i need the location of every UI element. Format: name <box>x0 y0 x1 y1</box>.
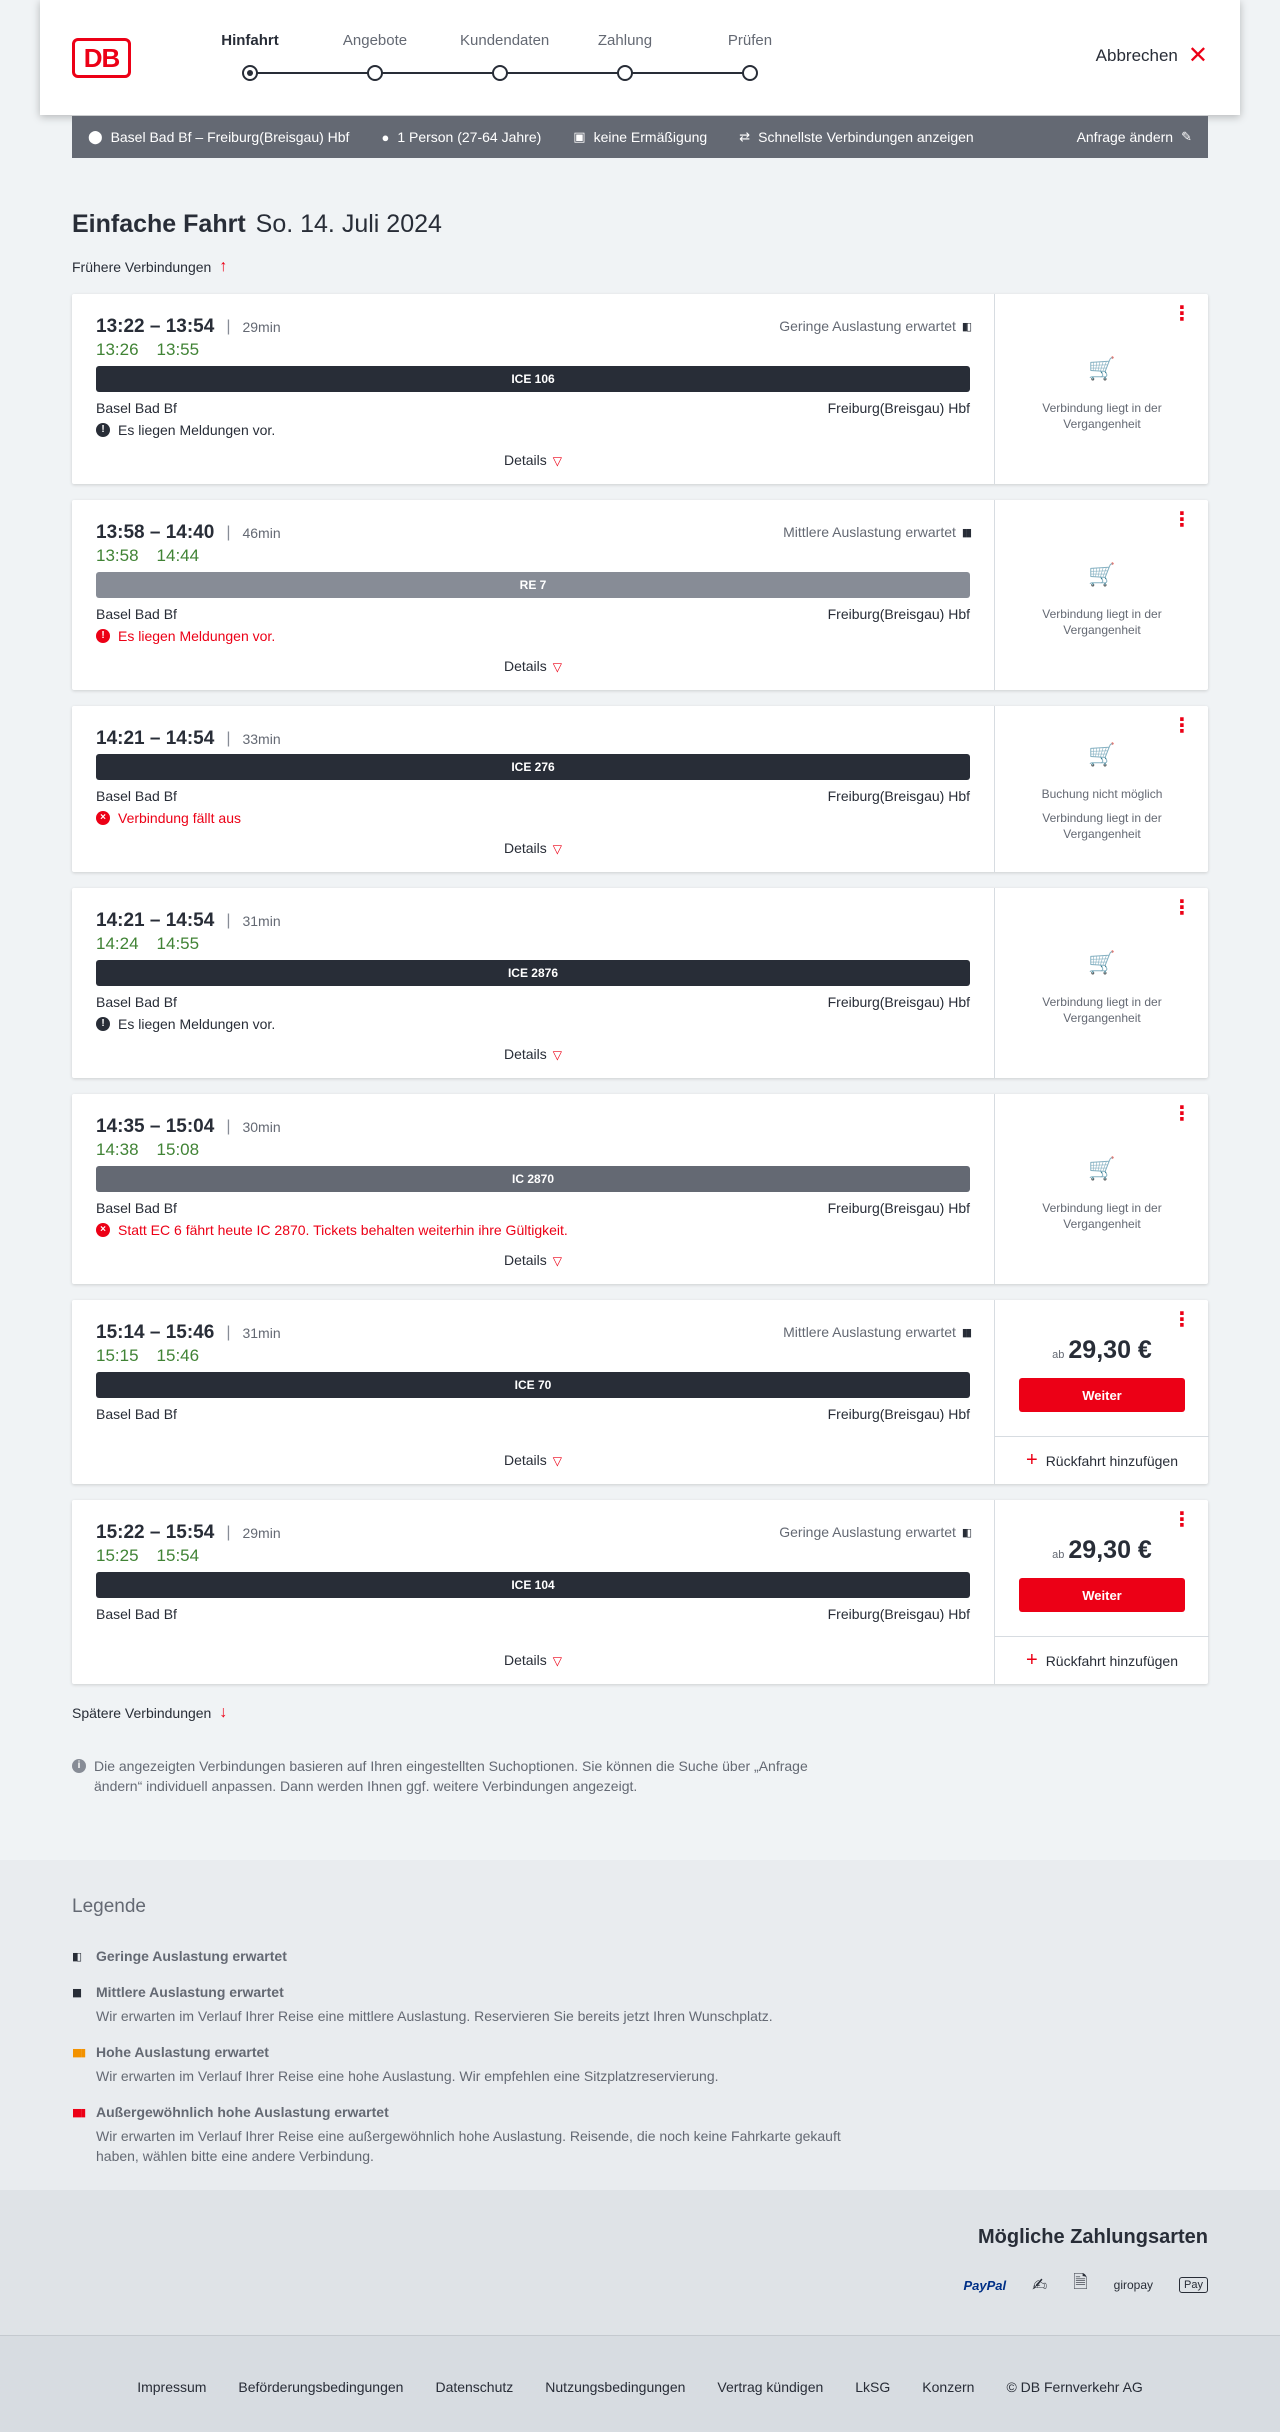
destination-station: Freiburg(Breisgau) Hbf <box>827 1200 970 1216</box>
occupancy-text: Geringe Auslastung erwartet <box>779 1524 956 1540</box>
separator: | <box>226 318 231 335</box>
origin-station: Basel Bad Bf <box>96 1200 177 1216</box>
passenger-text: 1 Person (27-64 Jahre) <box>397 129 542 145</box>
realtime-times <box>96 340 217 360</box>
connection-card[interactable] <box>72 1094 1208 1284</box>
separator: | <box>226 730 231 747</box>
chevron-down-icon: ▽ <box>552 1048 563 1062</box>
footer-link-konzern[interactable]: Konzern <box>922 2379 975 2395</box>
occupancy-high-icon: ▮▮▮ <box>72 2046 85 2059</box>
discount-text: keine Ermäßigung <box>593 129 708 145</box>
planned-time: 13:22 – 13:54 <box>96 316 215 337</box>
more-options-icon[interactable]: ⋮ <box>1172 303 1192 325</box>
duration: 30min <box>242 1119 281 1135</box>
duration: 29min <box>242 1525 281 1541</box>
realtime-departure: 14:24 <box>96 934 139 953</box>
realtime-arrival: 15:46 <box>156 1346 200 1365</box>
separator: | <box>226 1324 231 1341</box>
booking-panel <box>994 706 1208 872</box>
notice-text: Statt EC 6 fährt heute IC 2870. Tickets behalten weiterhin ihre Gültigkeit. <box>118 1222 568 1238</box>
price-value: 29,30 € <box>1068 1536 1152 1564</box>
details-toggle[interactable] <box>72 658 994 674</box>
legend-item-desc: Wir erwarten im Verlauf Ihrer Reise eine außergewöhnlich hohe Auslastung. Reisende, die noch keine Fahrkarte gekauft haben, wählen bitte eine andere Verbindung. <box>96 2128 841 2164</box>
stations-row <box>96 606 970 622</box>
realtime-arrival: 13:55 <box>156 340 200 359</box>
stations-row <box>96 1200 970 1216</box>
step-label: Kundendaten <box>460 32 550 49</box>
continue-button[interactable]: Weiter <box>1019 1578 1185 1612</box>
more-options-icon[interactable]: ⋮ <box>1172 1309 1192 1331</box>
more-options-icon[interactable]: ⋮ <box>1172 1509 1192 1531</box>
later-label: Spätere Verbindungen <box>72 1705 212 1721</box>
connection-card[interactable] <box>72 500 1208 690</box>
details-label: Details <box>503 658 547 674</box>
footer-copyright: © DB Fernverkehr AG <box>1006 2379 1143 2395</box>
legend-title: Legende <box>72 1896 146 1917</box>
unavailable-message: Verbindung liegt in der Vergangenheit <box>1042 995 1162 1025</box>
destination-station: Freiburg(Breisgau) Hbf <box>827 1406 970 1422</box>
more-options-icon[interactable]: ⋮ <box>1172 715 1192 737</box>
realtime-times <box>96 1546 217 1566</box>
stations-row <box>96 788 970 804</box>
notice-message <box>96 422 275 438</box>
planned-time: 15:14 – 15:46 <box>96 1322 215 1343</box>
step-zahlung <box>585 32 665 81</box>
progress-steps <box>210 0 773 115</box>
route-info <box>88 129 349 145</box>
location-pin-icon: ⬤ <box>88 129 103 144</box>
add-return-label: Rückfahrt hinzufügen <box>1045 1452 1178 1469</box>
connection-main <box>72 500 994 690</box>
replacement-message <box>96 1222 568 1238</box>
cart-disabled-icon: 🛒 <box>1088 562 1116 587</box>
db-logo[interactable]: DB <box>72 38 131 78</box>
unavailable-message: Verbindung liegt in der Vergangenheit <box>1042 401 1162 431</box>
occupancy-info <box>779 1524 970 1540</box>
connection-main <box>72 294 994 484</box>
price <box>995 1536 1209 1565</box>
duration: 33min <box>242 731 281 747</box>
legend-item-title: Außergewöhnlich hohe Auslastung erwartet <box>96 2104 389 2120</box>
connection-main <box>72 706 994 872</box>
change-request-label: Anfrage ändern <box>1076 129 1174 145</box>
price <box>995 1336 1209 1365</box>
trip-date: So. 14. Juli 2024 <box>255 210 442 238</box>
trip-type: Einfache Fahrt <box>72 210 246 238</box>
planned-time: 14:21 – 14:54 <box>96 910 215 931</box>
chevron-down-icon: ▽ <box>552 1654 563 1668</box>
connection-card[interactable] <box>72 294 1208 484</box>
planned-time: 15:22 – 15:54 <box>96 1522 215 1543</box>
cancel-circle-icon: × <box>96 1223 110 1237</box>
footer <box>0 2335 1280 2432</box>
stations-row <box>96 1406 970 1422</box>
step-kundendaten <box>460 32 550 81</box>
footer-link-nutzungsbedingungen[interactable]: Nutzungsbedingungen <box>545 2379 686 2395</box>
planned-time: 14:21 – 14:54 <box>96 728 215 749</box>
earlier-label: Frühere Verbindungen <box>72 259 212 275</box>
train-bar[interactable]: ICE 70 <box>96 1372 970 1398</box>
realtime-arrival: 14:44 <box>156 546 200 565</box>
legend-item-desc: Wir erwarten im Verlauf Ihrer Reise eine mittlere Auslastung. Reservieren Sie bereits jetzt Ihren Wunschplatz. <box>96 2008 773 2024</box>
details-label: Details <box>503 452 547 468</box>
booking-panel <box>994 1500 1208 1684</box>
unavailable-message: Verbindung liegt in der Vergangenheit <box>1042 607 1162 637</box>
duration: 31min <box>242 1325 281 1341</box>
more-options-icon[interactable]: ⋮ <box>1172 509 1192 531</box>
step-dot <box>742 65 758 81</box>
stations-row <box>96 400 970 416</box>
origin-station: Basel Bad Bf <box>96 788 177 804</box>
direct-debit-icon: ✍ <box>1032 2274 1048 2295</box>
footer-links <box>0 2379 1280 2395</box>
realtime-arrival: 15:08 <box>156 1140 200 1159</box>
chevron-down-icon: ▽ <box>552 1454 563 1468</box>
details-toggle[interactable] <box>72 1252 994 1268</box>
occupancy-text: Mittlere Auslastung erwartet <box>783 1324 956 1340</box>
invoice-icon: 🗎 <box>1073 2272 1088 2292</box>
page-title <box>72 210 442 239</box>
details-label: Details <box>503 1046 547 1062</box>
info-text: Die angezeigten Verbindungen basieren auf Ihren eingestellten Suchoptionen. Sie können die Suche über „Anfrage ändern“ individuell anpassen. Dann werden Ihnen ggf. weitere Verbindungen angezeigt. <box>94 1758 808 1794</box>
legend-item-desc: Wir erwarten im Verlauf Ihrer Reise eine hohe Auslastung. Wir empfehlen eine Sitzplatzreservierung. <box>96 2068 719 2084</box>
step-label: Prüfen <box>727 32 773 49</box>
close-icon: ✕ <box>1187 42 1208 69</box>
booking-panel <box>994 888 1208 1078</box>
occupancy-info <box>783 1324 970 1340</box>
search-info-note <box>72 1756 852 1796</box>
later-connections-link[interactable] <box>72 1704 227 1722</box>
details-toggle[interactable] <box>72 452 994 468</box>
destination-station: Freiburg(Breisgau) Hbf <box>827 1606 970 1622</box>
route-text: Basel Bad Bf – Freiburg(Breisgau) Hbf <box>110 129 350 145</box>
add-return-button[interactable] <box>995 1436 1209 1484</box>
details-toggle[interactable] <box>72 1046 994 1062</box>
footer-link-impressum[interactable]: Impressum <box>137 2379 207 2395</box>
apple-pay-logo <box>1179 2277 1208 2293</box>
occupancy-medium-icon: ▮▮ <box>72 1986 81 1999</box>
connection-times <box>96 1322 281 1344</box>
realtime-departure: 14:38 <box>96 1140 139 1159</box>
notice-text: Es liegen Meldungen vor. <box>118 422 276 438</box>
train-bar[interactable]: RE 7 <box>96 572 970 598</box>
details-label: Details <box>503 1652 547 1668</box>
more-options-icon[interactable]: ⋮ <box>1172 897 1192 919</box>
cart-disabled-icon: 🛒 <box>1088 1156 1116 1181</box>
details-label: Details <box>503 840 547 856</box>
step-hinfahrt <box>210 32 290 81</box>
booking-not-possible: Buchung nicht möglich <box>1041 787 1163 801</box>
connection-times <box>96 1116 281 1138</box>
occupancy-info <box>783 524 970 540</box>
connection-main <box>72 1094 994 1284</box>
stations-row <box>96 1606 970 1622</box>
connection-times <box>96 910 281 932</box>
duration: 29min <box>242 319 281 335</box>
legend-item <box>72 2104 872 2166</box>
train-bar[interactable]: ICE 276 <box>96 754 970 780</box>
connection-card[interactable] <box>72 706 1208 872</box>
price-prefix: ab <box>1052 1349 1065 1361</box>
duration: 31min <box>242 913 281 929</box>
connection-times <box>96 1522 281 1544</box>
train-bar[interactable]: IC 2870 <box>96 1166 970 1192</box>
destination-station: Freiburg(Breisgau) Hbf <box>827 994 970 1010</box>
info-alert-icon: ! <box>96 423 110 437</box>
origin-station: Basel Bad Bf <box>96 1406 177 1422</box>
separator: | <box>226 524 231 541</box>
cart-disabled-icon: 🛒 <box>1088 742 1116 767</box>
origin-station: Basel Bad Bf <box>96 400 177 416</box>
earlier-connections-link[interactable] <box>72 258 227 276</box>
footer-link-befoerderungsbedingungen[interactable]: Beförderungsbedingungen <box>238 2379 404 2395</box>
unavailable-message: Verbindung liegt in der Vergangenheit <box>1042 1201 1162 1231</box>
legend-item <box>72 1984 872 2026</box>
header <box>40 0 1240 115</box>
occupancy-info <box>779 318 970 334</box>
plus-icon: + <box>1026 1649 1038 1671</box>
legend-item-title: Hohe Auslastung erwartet <box>96 2044 269 2060</box>
occupancy-text: Geringe Auslastung erwartet <box>779 318 956 334</box>
realtime-departure: 13:26 <box>96 340 139 359</box>
occupancy-low-icon: ▮▯ <box>961 320 970 333</box>
legend-section <box>0 1860 1280 2190</box>
paypal-logo: PayPal <box>963 2277 1007 2293</box>
planned-time: 13:58 – 14:40 <box>96 522 215 543</box>
details-toggle[interactable] <box>72 1452 994 1468</box>
separator: | <box>226 912 231 929</box>
price-prefix: ab <box>1052 1549 1065 1561</box>
bahncard-icon: ▣ <box>573 129 586 144</box>
destination-station: Freiburg(Breisgau) Hbf <box>827 400 970 416</box>
occupancy-text: Mittlere Auslastung erwartet <box>783 524 956 540</box>
footer-link-vertrag-kuendigen[interactable]: Vertrag kündigen <box>717 2379 824 2395</box>
step-label: Angebote <box>342 32 408 49</box>
separator: | <box>226 1118 231 1135</box>
separator: | <box>226 1524 231 1541</box>
notice-message <box>96 1016 275 1032</box>
step-label: Zahlung <box>597 32 653 49</box>
train-bar[interactable]: ICE 106 <box>96 366 970 392</box>
connection-card[interactable] <box>72 1300 1208 1484</box>
planned-time: 14:35 – 15:04 <box>96 1116 215 1137</box>
origin-station: Basel Bad Bf <box>96 606 177 622</box>
occupancy-low-icon: ▮▯ <box>72 1950 81 1963</box>
booking-panel <box>994 294 1208 484</box>
price-value: 29,30 € <box>1068 1336 1152 1364</box>
step-dot <box>242 65 258 81</box>
footer-link-datenschutz[interactable]: Datenschutz <box>435 2379 514 2395</box>
chevron-down-icon: ▽ <box>552 842 563 856</box>
connection-main <box>72 1500 994 1684</box>
realtime-arrival: 14:55 <box>156 934 200 953</box>
booking-panel <box>994 1094 1208 1284</box>
cancel-circle-icon: × <box>96 811 110 825</box>
legend-item-title: Mittlere Auslastung erwartet <box>96 1984 284 2000</box>
discount-info <box>573 129 707 145</box>
chevron-down-icon: ▽ <box>552 1254 563 1268</box>
realtime-times <box>96 934 217 954</box>
realtime-departure: 15:15 <box>96 1346 139 1365</box>
payment-title: Mögliche Zahlungsarten <box>977 2226 1208 2248</box>
cancel-label: Abbrechen <box>1095 46 1178 65</box>
booking-panel <box>994 500 1208 690</box>
occupancy-medium-icon: ▮▮ <box>961 1326 970 1339</box>
details-toggle[interactable] <box>72 1652 994 1668</box>
step-dot <box>617 65 633 81</box>
giropay-logo: giropay <box>1113 2278 1154 2292</box>
step-angebote <box>335 32 415 81</box>
arrow-up-icon: ↑ <box>219 258 228 275</box>
legend-item <box>72 1948 872 1964</box>
fastest-text: Schnellste Verbindungen anzeigen <box>758 129 974 145</box>
notice-text: Es liegen Meldungen vor. <box>118 1016 276 1032</box>
realtime-departure: 15:25 <box>96 1546 139 1565</box>
notice-text: Verbindung fällt aus <box>118 810 241 826</box>
fastest-info <box>739 129 974 145</box>
step-pruefen <box>710 32 790 81</box>
plus-icon: + <box>1026 1449 1038 1471</box>
chevron-down-icon: ▽ <box>552 454 563 468</box>
step-dot <box>367 65 383 81</box>
info-icon: i <box>72 1759 86 1773</box>
origin-station: Basel Bad Bf <box>96 1606 177 1622</box>
train-bar[interactable]: ICE 2876 <box>96 960 970 986</box>
duration: 46min <box>242 525 281 541</box>
destination-station: Freiburg(Breisgau) Hbf <box>827 606 970 622</box>
connection-main <box>72 888 994 1078</box>
swap-arrows-icon: ⇄ <box>739 129 751 144</box>
occupancy-medium-icon: ▮▮ <box>961 526 970 539</box>
details-toggle[interactable] <box>72 840 994 856</box>
connection-card[interactable] <box>72 1500 1208 1684</box>
apple-pay-text: Pay <box>1184 2279 1203 2291</box>
connection-times <box>96 522 281 544</box>
details-label: Details <box>503 1252 547 1268</box>
stations-row <box>96 994 970 1010</box>
destination-station: Freiburg(Breisgau) Hbf <box>827 788 970 804</box>
more-options-icon[interactable]: ⋮ <box>1172 1103 1192 1125</box>
footer-link-lksg[interactable]: LkSG <box>855 2379 891 2395</box>
cancellation-message <box>96 810 241 826</box>
search-summary-bar <box>72 116 1208 158</box>
cart-disabled-icon: 🛒 <box>1088 356 1116 381</box>
realtime-times <box>96 1346 217 1366</box>
realtime-departure: 13:58 <box>96 546 139 565</box>
step-dot <box>492 65 508 81</box>
info-alert-icon: ! <box>96 1017 110 1031</box>
details-label: Details <box>503 1452 547 1468</box>
realtime-times <box>96 1140 217 1160</box>
realtime-times <box>96 546 217 566</box>
legend-item-title: Geringe Auslastung erwartet <box>96 1948 287 1964</box>
person-icon: ● <box>381 129 390 145</box>
change-request-button[interactable] <box>1077 129 1192 145</box>
occupancy-very-high-icon: ▮▮▮ <box>72 2106 85 2119</box>
connection-main <box>72 1300 994 1484</box>
notice-text: Es liegen Meldungen vor. <box>118 628 276 644</box>
passenger-info <box>381 129 541 145</box>
continue-button[interactable]: Weiter <box>1019 1378 1185 1412</box>
train-bar[interactable]: ICE 104 <box>96 1572 970 1598</box>
chevron-down-icon: ▽ <box>552 660 563 674</box>
cart-disabled-icon: 🛒 <box>1088 950 1116 975</box>
booking-panel <box>994 1300 1208 1484</box>
connection-times <box>96 728 281 750</box>
connection-card[interactable] <box>72 888 1208 1078</box>
step-label: Hinfahrt <box>221 32 279 49</box>
unavailable-message: Verbindung liegt in der Vergangenheit <box>1042 811 1162 841</box>
cancel-button[interactable] <box>1095 42 1208 69</box>
connection-times <box>96 316 281 338</box>
occupancy-low-icon: ▮▯ <box>961 1526 970 1539</box>
payment-methods-section <box>0 2190 1280 2335</box>
add-return-button[interactable] <box>995 1636 1209 1684</box>
payment-icons <box>963 2270 1208 2300</box>
notice-message <box>96 628 275 644</box>
arrow-down-icon: ↓ <box>219 1704 228 1721</box>
realtime-arrival: 15:54 <box>156 1546 200 1565</box>
origin-station: Basel Bad Bf <box>96 994 177 1010</box>
legend-item <box>72 2044 872 2086</box>
pencil-icon: ✎ <box>1181 129 1192 144</box>
add-return-label: Rückfahrt hinzufügen <box>1045 1652 1178 1669</box>
alert-icon: ! <box>96 629 110 643</box>
